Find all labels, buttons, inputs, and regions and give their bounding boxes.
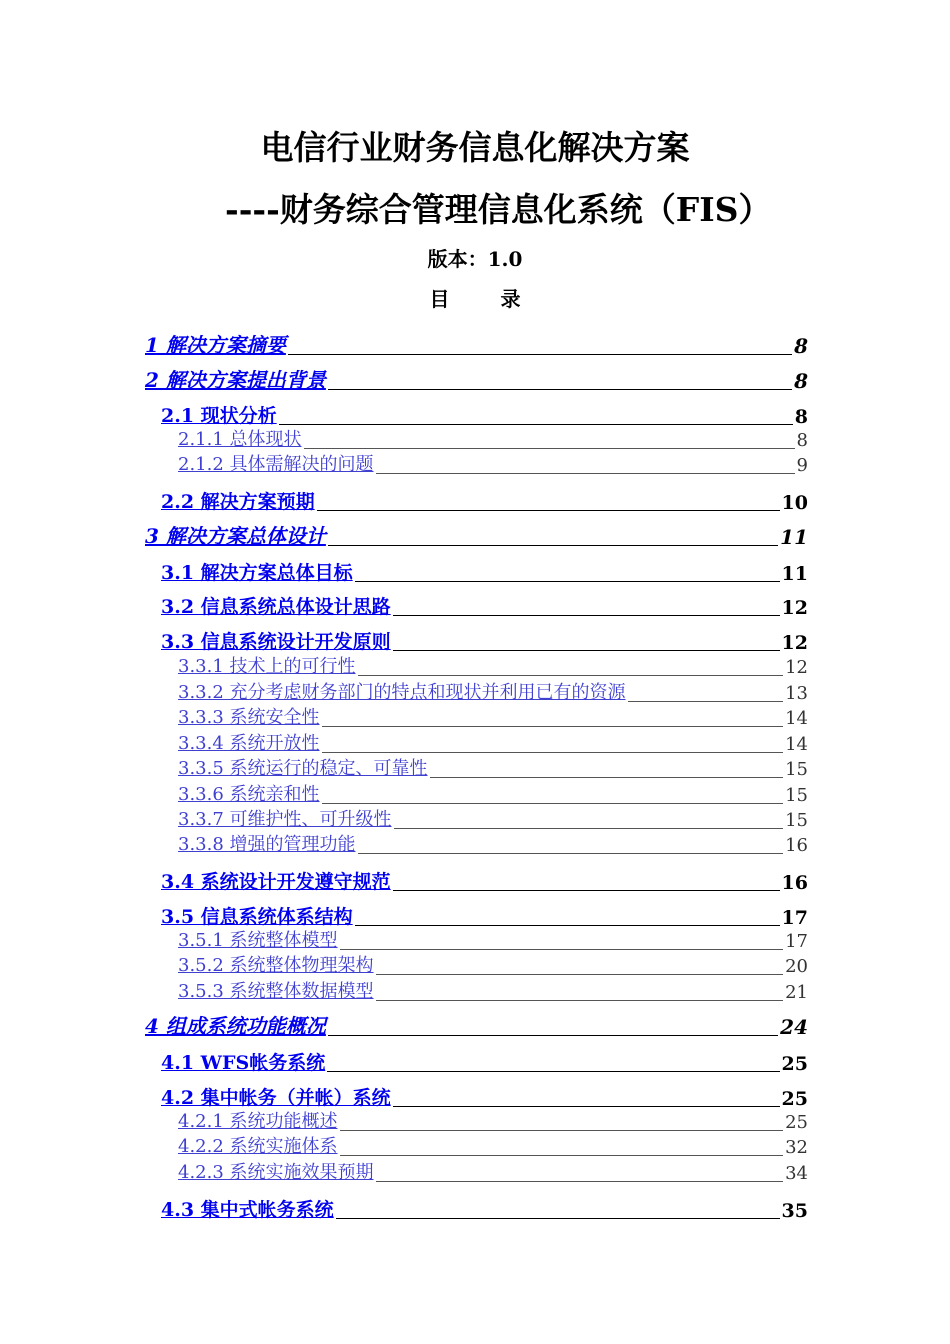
toc-entry-link[interactable]: 3.3.7 可维护性、可升级性 — [178, 809, 392, 830]
toc-page-number: 12 — [781, 632, 808, 654]
toc-page-number: 13 — [785, 683, 808, 704]
toc-entry-link[interactable]: 3.3 信息系统设计开发原则 — [161, 631, 391, 653]
toc-leader-line — [328, 389, 792, 390]
toc-leader-line — [328, 545, 778, 546]
toc-page-number: 25 — [781, 1053, 808, 1075]
toc-leader-line — [322, 726, 784, 727]
toc-entry[interactable] — [161, 626, 808, 654]
toc-leader-line — [340, 1155, 784, 1156]
toc-leader-line — [394, 828, 784, 829]
toc-entry-link[interactable]: 3.3.4 系统开放性 — [178, 733, 320, 754]
toc-entry-link[interactable]: 3.3.5 系统运行的稳定、可靠性 — [178, 758, 428, 779]
toc-entry-link[interactable]: 3.5.2 系统整体物理架构 — [178, 955, 374, 976]
toc-page-number: 8 — [794, 406, 808, 428]
toc-leader-line — [393, 1106, 780, 1107]
toc-leader-line — [327, 1071, 779, 1072]
toc-entry[interactable] — [178, 756, 808, 780]
toc-entry-link[interactable]: 3.5 信息系统体系结构 — [161, 906, 353, 928]
toc-leader-line — [393, 650, 780, 651]
toc-entry[interactable] — [178, 680, 808, 704]
toc-entry-link[interactable]: 4.1 WFS帐务系统 — [161, 1052, 326, 1074]
toc-entry-link[interactable]: 3.3.8 增强的管理功能 — [178, 834, 356, 855]
toc-page-number: 12 — [781, 597, 808, 619]
toc-page-number: 21 — [785, 982, 808, 1003]
toc-entry-link[interactable]: 2 解决方案提出背景 — [145, 368, 326, 392]
toc-entry[interactable] — [145, 1011, 808, 1039]
toc-entry[interactable] — [178, 427, 808, 451]
toc-leader-line — [317, 510, 780, 511]
toc-entry-link[interactable]: 2.1 现状分析 — [161, 405, 277, 427]
toc-entry[interactable] — [161, 1194, 808, 1222]
toc-entry[interactable] — [178, 1134, 808, 1158]
toc-leader-line — [322, 803, 784, 804]
toc-leader-line — [358, 853, 784, 854]
toc-page-number: 11 — [781, 563, 808, 585]
toc-page-number: 8 — [794, 334, 808, 358]
toc-entry[interactable] — [161, 1047, 808, 1075]
toc-leader-line — [336, 1218, 780, 1219]
toc-leader-line — [393, 890, 780, 891]
toc-leader-line — [358, 675, 784, 676]
toc-entry[interactable] — [161, 557, 808, 585]
version-label: 版本：1.0 — [427, 247, 523, 271]
toc-entry-link[interactable]: 4.3 集中式帐务系统 — [161, 1199, 334, 1221]
toc-leader-line — [328, 1035, 778, 1036]
toc-page-number: 15 — [785, 759, 808, 780]
toc-leader-line — [322, 752, 784, 753]
toc-entry-link[interactable]: 2.1.2 具体需解决的问题 — [178, 454, 374, 475]
toc-entry-link[interactable]: 4.2.3 系统实施效果预期 — [178, 1162, 374, 1183]
toc-leader-line — [304, 448, 795, 449]
toc-entry[interactable] — [161, 486, 808, 514]
toc-leader-line — [355, 581, 780, 582]
toc-page-number: 32 — [785, 1137, 808, 1158]
toc-leader-line — [376, 1000, 784, 1001]
toc-leader-line — [376, 473, 795, 474]
toc-page-number: 15 — [785, 810, 808, 831]
toc-entry-link[interactable]: 4.2 集中帐务（并帐）系统 — [161, 1087, 391, 1109]
toc-entry[interactable] — [161, 591, 808, 619]
toc-entry-link[interactable]: 4.2.1 系统功能概述 — [178, 1111, 338, 1132]
toc-entry-link[interactable]: 2.2 解决方案预期 — [161, 491, 315, 513]
toc-page-number: 16 — [781, 872, 808, 894]
toc-entry-link[interactable]: 1 解决方案摘要 — [145, 333, 286, 357]
toc-page-number: 25 — [781, 1088, 808, 1110]
toc-page-number: 12 — [785, 657, 808, 678]
toc-page-number: 17 — [785, 931, 808, 952]
toc-page-number: 16 — [785, 835, 808, 856]
toc-leader-line — [340, 1130, 784, 1131]
toc-entry[interactable] — [178, 452, 808, 476]
toc-entry-link[interactable]: 2.1.1 总体现状 — [178, 429, 302, 450]
toc-leader-line — [393, 615, 780, 616]
toc-page-number: 9 — [796, 455, 808, 476]
toc-entry[interactable] — [161, 866, 808, 894]
toc-page-number: 8 — [796, 430, 808, 451]
toc-entry-link[interactable]: 4.2.2 系统实施体系 — [178, 1136, 338, 1157]
toc-entry[interactable] — [178, 1160, 808, 1184]
toc-leader-line — [376, 974, 784, 975]
toc-entry-link[interactable]: 3.3.2 充分考虑财务部门的特点和现状并利用已有的资源 — [178, 682, 626, 703]
toc-page-number: 25 — [785, 1112, 808, 1133]
toc-leader-line — [288, 354, 792, 355]
toc-page-number: 14 — [785, 734, 808, 755]
toc-page-number: 24 — [780, 1015, 808, 1039]
toc-entry-link[interactable]: 3.3.3 系统安全性 — [178, 707, 320, 728]
document-subtitle: ----财务综合管理信息化系统（FIS） — [225, 190, 772, 229]
toc-entry[interactable] — [161, 901, 808, 929]
toc-leader-line — [340, 949, 784, 950]
toc-entry[interactable] — [178, 1109, 808, 1133]
toc-entry[interactable] — [178, 654, 808, 678]
toc-entry[interactable] — [161, 400, 808, 428]
toc-entry[interactable] — [145, 365, 808, 393]
toc-entry-link[interactable]: 3.4 系统设计开发遵守规范 — [161, 871, 391, 893]
toc-entry[interactable] — [178, 979, 808, 1003]
toc-entry-link[interactable]: 4 组成系统功能概况 — [145, 1014, 326, 1038]
toc-page-number: 17 — [781, 907, 808, 929]
toc-entry[interactable] — [178, 807, 808, 831]
toc-leader-line — [355, 925, 780, 926]
toc-page-number: 10 — [781, 492, 808, 514]
toc-entry[interactable] — [178, 731, 808, 755]
toc-leader-line — [628, 701, 784, 702]
toc-entry[interactable] — [145, 521, 808, 549]
toc-leader-line — [279, 424, 793, 425]
toc-page-number: 14 — [785, 708, 808, 729]
toc-entry[interactable] — [178, 928, 808, 952]
toc-entry-link[interactable]: 3.3.1 技术上的可行性 — [178, 656, 356, 677]
toc-leader-line — [430, 777, 784, 778]
toc-entry[interactable] — [178, 705, 808, 729]
toc-entry-link[interactable]: 3.3.6 系统亲和性 — [178, 784, 320, 805]
toc-page-number: 11 — [780, 525, 808, 549]
toc-entry[interactable] — [178, 832, 808, 856]
toc-page-number: 8 — [794, 369, 808, 393]
toc-entry[interactable] — [161, 1082, 808, 1110]
toc-page-number: 20 — [785, 956, 808, 977]
toc-page-number: 35 — [781, 1200, 808, 1222]
toc-entry-link[interactable]: 3.1 解决方案总体目标 — [161, 562, 353, 584]
toc-entry-link[interactable]: 3.2 信息系统总体设计思路 — [161, 596, 391, 618]
toc-entry[interactable] — [178, 782, 808, 806]
toc-entry[interactable] — [145, 330, 808, 358]
toc-entry[interactable] — [178, 953, 808, 977]
toc-heading: 目 录 — [429, 287, 543, 311]
toc-page-number: 15 — [785, 785, 808, 806]
toc-entry-link[interactable]: 3 解决方案总体设计 — [145, 524, 326, 548]
toc-entry-link[interactable]: 3.5.1 系统整体模型 — [178, 930, 338, 951]
toc-leader-line — [376, 1181, 784, 1182]
toc-entry-link[interactable]: 3.5.3 系统整体数据模型 — [178, 981, 374, 1002]
toc-page-number: 34 — [785, 1163, 808, 1184]
document-title: 电信行业财务信息化解决方案 — [260, 128, 690, 167]
